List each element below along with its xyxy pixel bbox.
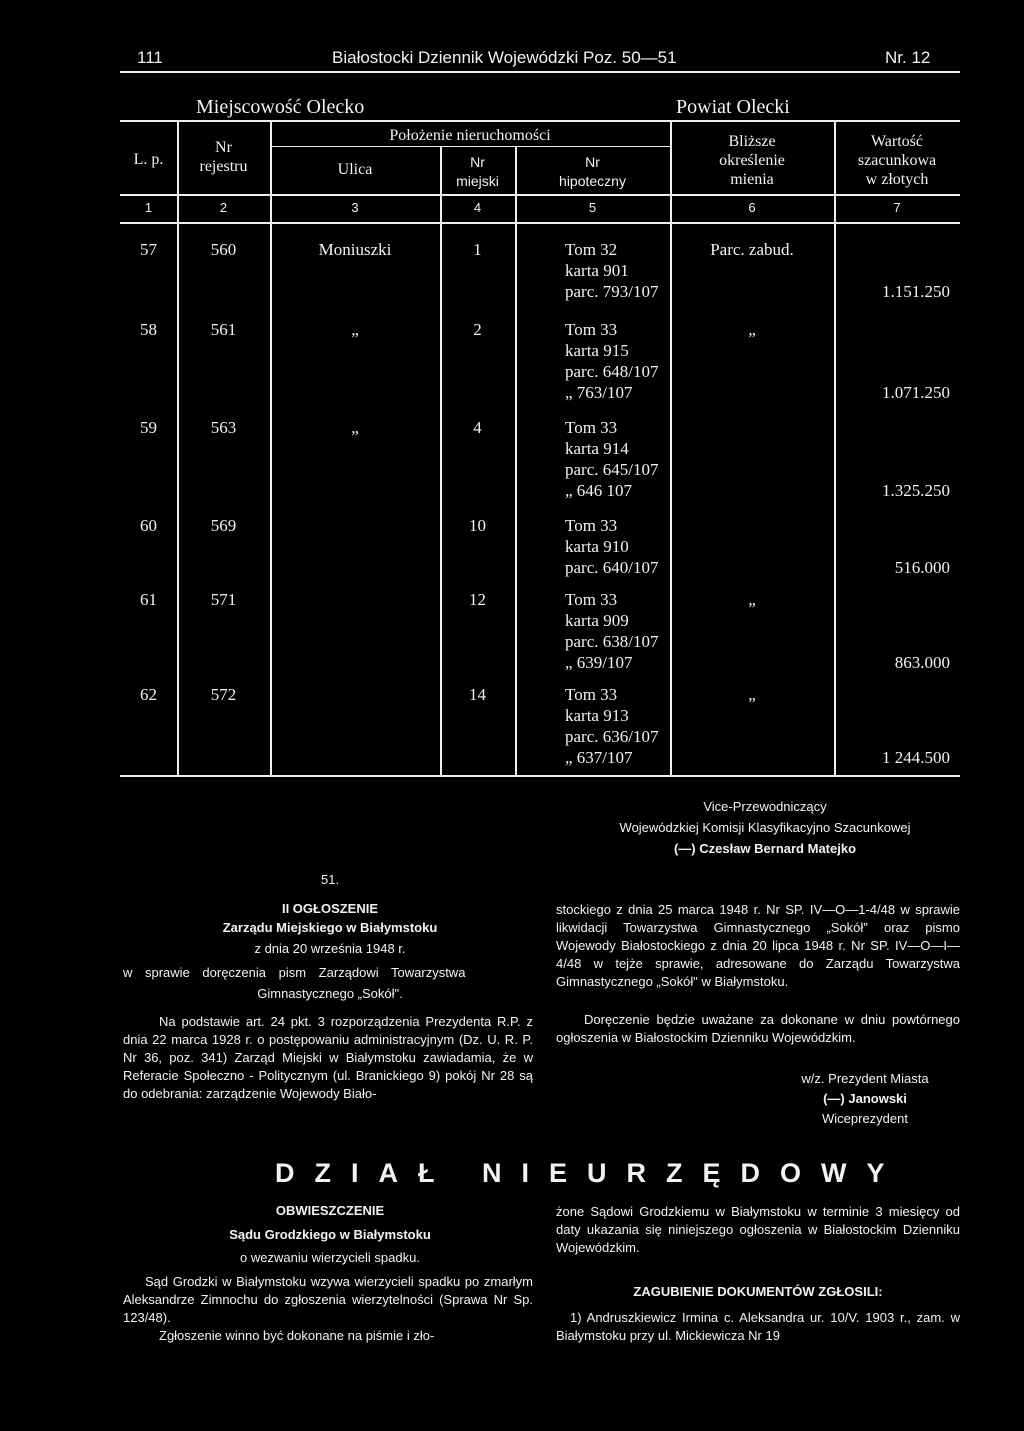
table-row-lp: 57: [140, 240, 157, 259]
lost-documents-title: ZAGUBIENIE DOKUMENTÓW ZGŁOSILI:: [633, 1284, 883, 1299]
table-row-hypothec-line: karta 901: [565, 261, 629, 280]
table-row-register: 560: [210, 240, 237, 259]
col-number-7: 7: [893, 200, 901, 215]
table-row-number: 12: [469, 590, 486, 609]
header-location: Położenie nieruchomości: [389, 127, 551, 144]
notice-issuer: Zarządu Miejskiego w Białymstoku: [222, 920, 438, 935]
table-row-hypothec-line: Tom 33: [565, 418, 618, 437]
notice-sign-title: Wiceprezydent: [822, 1111, 908, 1126]
announcement-body-cont: Zgłoszenie winno być dokonane na piśmie i zło-: [159, 1328, 435, 1343]
col-number-2: 2: [219, 200, 228, 215]
header-nr-hipoteczny: Nr hipoteczny: [559, 154, 626, 189]
table-row-description: „: [748, 320, 756, 339]
table-row-number: 1: [473, 240, 482, 259]
table-row-hypothec-line: „ 763/107: [565, 383, 633, 402]
notice-subject-cont: Gimnastycznego „Sokół".: [257, 986, 403, 1001]
table-row-register: 563: [210, 418, 237, 437]
table-row-value: 516.000: [894, 558, 950, 577]
signature-name: (—) Czesław Bernard Matejko: [673, 841, 857, 856]
notice-body-right-2: Doręczenie będzie uważane za dokonane w dniu powtórnego ogłoszenia w Białostockim Dzienniku Wojewódzkim.: [556, 1012, 960, 1045]
notice-sign-name: (—) Janowski: [823, 1091, 907, 1106]
lost-documents-item: 1) Andruszkiewicz Irmina c. Aleksandra ur. 10/V. 1903 r., zam. w Białymstoku przy ul. Mickiewicza Nr 19: [556, 1310, 960, 1343]
table-row-description: „: [748, 590, 756, 609]
notice-number: 51.: [321, 872, 340, 887]
table-row-street: „: [351, 418, 359, 437]
table-row-hypothec-line: Tom 32: [565, 240, 618, 259]
table-row-hypothec-line: parc. 640/107: [565, 558, 659, 577]
table-row-register: 572: [210, 685, 237, 704]
header-description: Bliższe określenie mienia: [719, 133, 785, 188]
table-row-hypothec-line: karta 909: [565, 611, 629, 630]
table-row-street: Moniuszki: [318, 240, 392, 259]
col-number-5: 5: [588, 200, 597, 215]
header-value: Wartość szacunkowa w złotych: [857, 133, 937, 188]
table-row-number: 4: [473, 418, 482, 437]
notice-title: II OGŁOSZENIE: [281, 901, 379, 916]
table-row-lp: 61: [140, 590, 157, 609]
table-row-value: 863.000: [894, 653, 950, 672]
table-row-hypothec-line: Tom 33: [565, 516, 618, 535]
page-number: 111: [137, 48, 163, 67]
notice-sign: [780, 1069, 950, 1129]
county-title: Powiat Olecki: [676, 96, 790, 118]
announcement-subject: o wezwaniu wierzycieli spadku.: [240, 1250, 420, 1265]
table-row-hypothec-line: parc. 638/107: [565, 632, 659, 651]
col-number-6: 6: [748, 200, 756, 215]
table-row-number: 10: [469, 516, 486, 535]
table-row-register: 561: [210, 320, 237, 339]
journal-title: Białostocki Dziennik Wojewódzki Poz. 50—51: [332, 48, 677, 67]
table-row-value: 1 244.500: [882, 748, 950, 767]
table-row-number: 14: [469, 685, 486, 704]
table-row-hypothec-line: karta 910: [565, 537, 629, 556]
table-row-hypothec-line: karta 915: [565, 341, 629, 360]
table-row-hypothec-line: Tom 33: [565, 320, 618, 339]
table-row-lp: 58: [140, 320, 157, 339]
table-row-hypothec-line: parc. 793/107: [565, 282, 659, 301]
header-nr-rejestru: Nr rejestru: [199, 139, 248, 175]
table-row-hypothec-line: parc. 645/107: [565, 460, 659, 479]
table-row-hypothec-line: Tom 33: [565, 590, 618, 609]
table-row-street: „: [351, 320, 359, 339]
col-number-4: 4: [473, 200, 482, 215]
header-street: Ulica: [337, 161, 373, 178]
notice-body-left: Na podstawie art. 24 pkt. 3 rozporządzenia Prezydenta R.P. z dnia 22 marca 1928 r. o postępowaniu administracyjnym (Dz. U. R. P. Nr 36, poz. 341) Zarząd Miejski w Białymstoku zawiadamia, że w Referacie Społeczno - Politycznym (ul. Branickiego 9) pokój Nr 28 są do odebrania: zarządzenie Wojewody Biało-: [123, 1014, 533, 1101]
notice-subject: w sprawie doręczenia pism Zarządowi Towarzystwa: [123, 965, 466, 980]
col-number-3: 3: [351, 200, 359, 215]
signature-block: [560, 796, 970, 859]
table-row-lp: 59: [140, 418, 157, 437]
announcement-body: Sąd Grodzki w Białymstoku wzywa wierzycieli spadku po zmarłym Aleksandrze Zimnochu do zgłoszenia wierzytelności (Sprawa Nr Sp. 123/48).: [123, 1274, 533, 1325]
col-number-1: 1: [144, 200, 153, 215]
table-row-lp: 62: [140, 685, 157, 704]
table-row-description: „: [748, 685, 756, 704]
announcement-court: Sądu Grodzkiego w Białymstoku: [229, 1227, 431, 1242]
header-rule: [120, 71, 960, 73]
notice-body-right: stockiego z dnia 25 marca 1948 r. Nr SP. IV—O—1-4/48 w sprawie likwidacji Towarzystwa Gimnastycznego „Sokół" oraz pismo Wojewody Białostockiego z dnia 20 lipca 1948 r. Nr SP. IV—O—I—4/48 w tejże sprawie, adresowane do Zarządu Towarzystwa Gimnastycznego „Sokół" w Białymstoku.: [556, 902, 960, 989]
table-row-hypothec-line: karta 914: [565, 439, 629, 458]
signature-title: Vice-Przewodniczący: [703, 799, 827, 814]
table-row-number: 2: [473, 320, 482, 339]
issue-number: Nr. 12: [885, 48, 931, 67]
table-row-value: 1.071.250: [882, 383, 950, 402]
table-row-hypothec-line: „ 637/107: [565, 748, 633, 767]
table-row-hypothec-line: „ 646 107: [565, 481, 633, 500]
table-row-hypothec-line: Tom 33: [565, 685, 618, 704]
section-title: DZIAŁ NIEURZĘDOWY: [275, 1158, 905, 1188]
table-row-register: 569: [210, 516, 237, 535]
announcement-body-right: żone Sądowi Grodzkiemu w Białymstoku w terminie 3 miesięcy od daty ukazania się niniejszego ogłoszenia w Białostockim Dzienniku Wojewódzkim.: [556, 1204, 960, 1255]
table-row-hypothec-line: „ 639/107: [565, 653, 633, 672]
header-nr-miejski: Nr miejski: [456, 154, 499, 189]
announcement-title: OBWIESZCZENIE: [275, 1203, 385, 1218]
table-row-value: 1.151.250: [882, 282, 950, 301]
signature-commission: Wojewódzkiej Komisji Klasyfikacyjno Szacunkowej: [619, 820, 911, 835]
table-row-description: Parc. zabud.: [710, 240, 794, 259]
notice-date: z dnia 20 września 1948 r.: [254, 941, 406, 956]
table-row-register: 571: [210, 590, 237, 609]
table-row-hypothec-line: karta 913: [565, 706, 629, 725]
table-row-hypothec-line: parc. 636/107: [565, 727, 659, 746]
table-row-lp: 60: [140, 516, 157, 535]
notice-sign-role: w/z. Prezydent Miasta: [801, 1071, 929, 1086]
table-row-value: 1.325.250: [882, 481, 950, 500]
table-row-hypothec-line: parc. 648/107: [565, 362, 659, 381]
locality-title: Miejscowość Olecko: [196, 96, 365, 118]
header-lp: L. p.: [133, 151, 164, 168]
